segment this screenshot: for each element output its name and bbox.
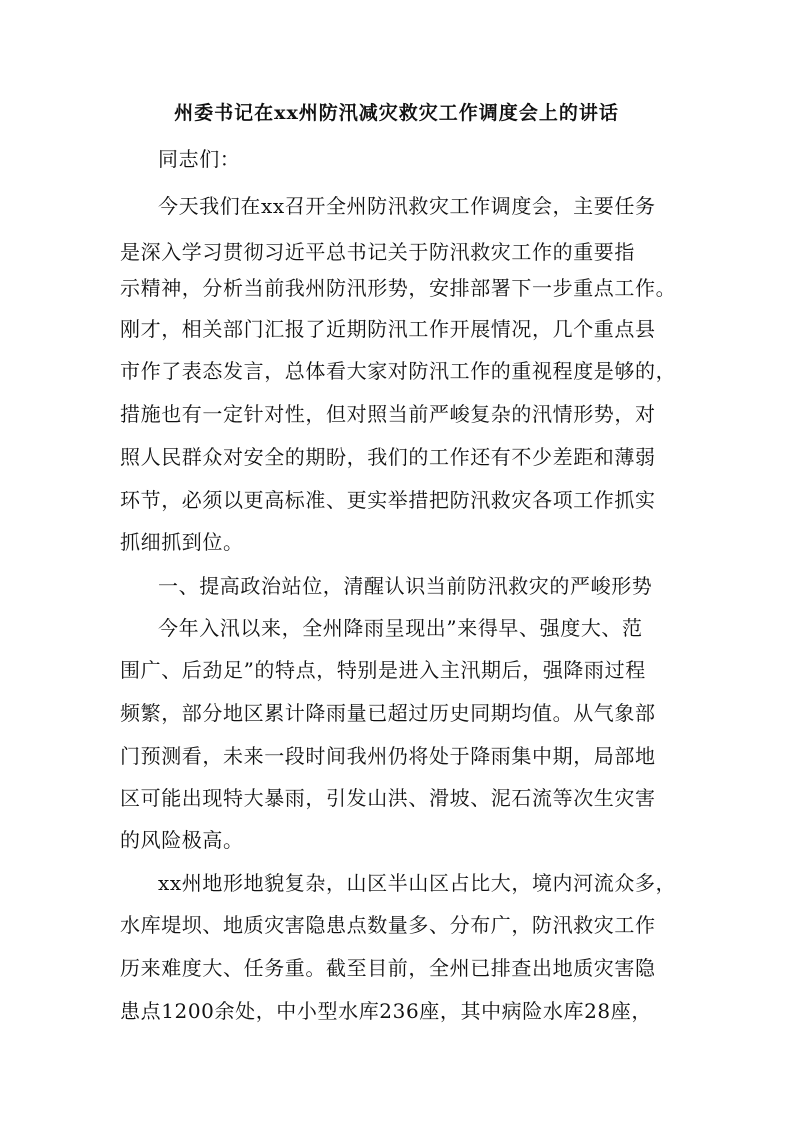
paragraph-line: 今天我们在xx召开全州防汛救灾工作调度会，主要任务 [158,194,656,218]
paragraph-line: 市作了表态发言，总体看大家对防汛工作的重视程度是够的， [120,359,677,383]
paragraph-line: 围广、后劲足”的特点，特别是进入主汛期后，强降雨过程 [120,658,646,682]
paragraph-line: 今年入汛以来，全州降雨呈现出”来得早、强度大、范 [158,616,643,640]
paragraph-line: 是深入学习贯彻习近平总书记关于防汛救灾工作的重要指 [120,240,635,264]
paragraph-line: 频繁，部分地区累计降雨量已超过历史同期均值。从气象部 [120,701,656,725]
paragraph-line: 照人民群众对安全的期盼，我们的工作还有不少差距和薄弱 [120,445,656,469]
section-heading: 一、提高政治站位，清醒认识当前防汛救灾的严峻形势 [158,574,653,598]
paragraph-line: 水库堤坝、地质灾害隐患点数量多、分布广，防汛救灾工作 [120,913,656,937]
salutation: 同志们： [158,147,241,171]
paragraph-line: 患点1200余处，中小型水库236座，其中病险水库28座， [120,999,652,1023]
paragraph-line: xx州地形地貌复杂，山区半山区占比大，境内河流众多， [158,871,677,895]
paragraph-line: 抓细抓到位。 [120,530,244,554]
paragraph-line: 措施也有一定针对性，但对照当前严峻复杂的汛情形势，对 [120,402,656,426]
document-title: 州委书记在xx州防汛减灾救灾工作调度会上的讲话 [174,102,619,124]
paragraph-line: 历来难度大、任务重。截至目前，全州已排查出地质灾害隐 [120,956,656,980]
paragraph-line: 门预测看，未来一段时间我州仍将处于降雨集中期，局部地 [120,744,656,768]
paragraph-line: 示精神，分析当前我州防汛形势，安排部署下一步重点工作。 [120,276,677,300]
paragraph-line: 刚才，相关部门汇报了近期防汛工作开展情况，几个重点县 [120,317,656,341]
paragraph-line: 的风险极高。 [120,828,244,852]
paragraph-line: 环节，必须以更高标准、更实举措把防汛救灾各项工作抓实 [120,488,656,512]
paragraph-line: 区可能出现特大暴雨，引发山洪、滑坡、泥石流等次生灾害 [120,786,656,810]
